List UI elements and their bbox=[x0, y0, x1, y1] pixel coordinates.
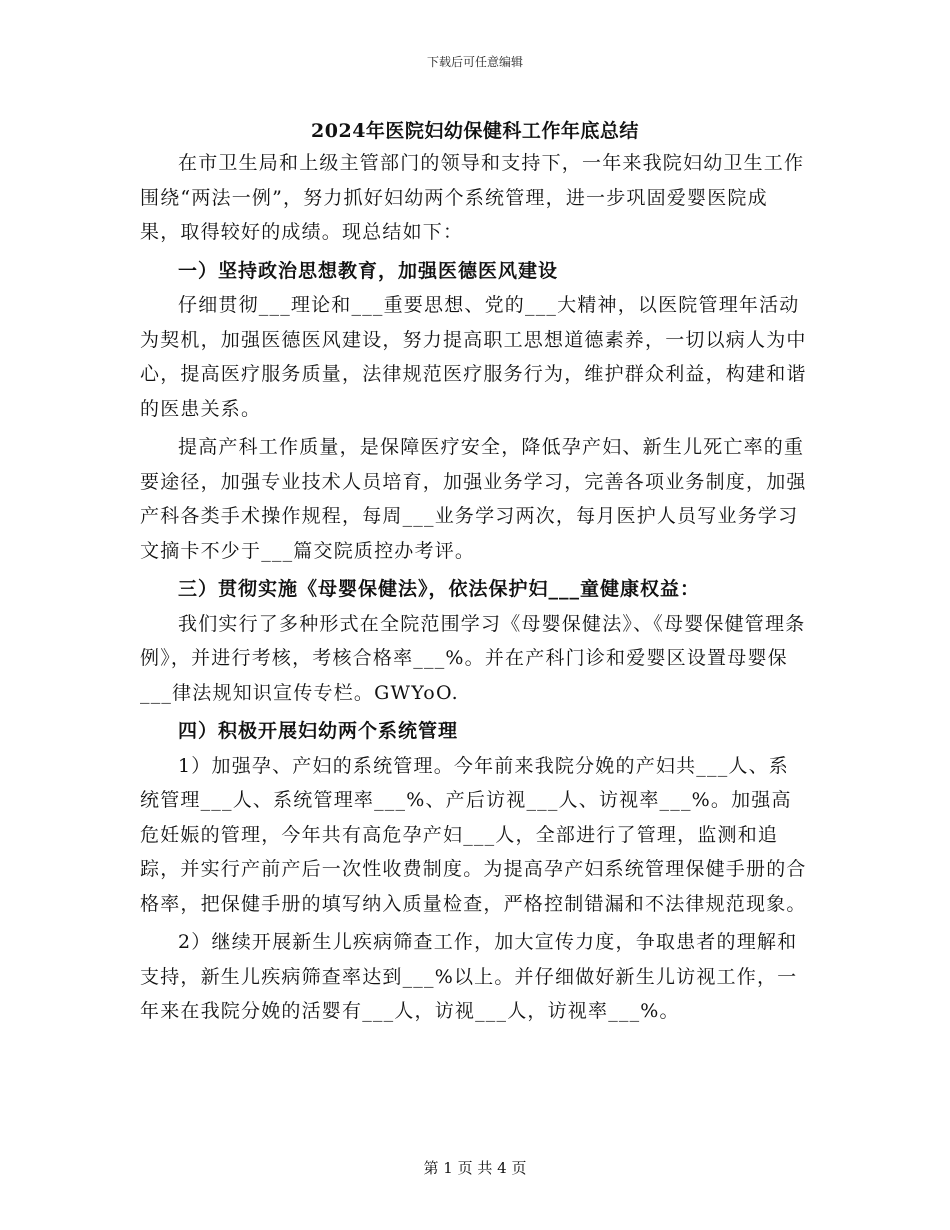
section3-paragraph-1: 我们实行了多种形式在全院范围学习《母婴保健法》、《母婴保健管理条例》，并进行考核，考核合格率___%。并在产科门诊和爱婴区设置母婴保___律法规知识宣传专栏。GWYoO. bbox=[140, 612, 806, 704]
section1-paragraph-2: 提高产科工作质量，是保障医疗安全，降低孕产妇、新生儿死亡率的重要途径，加强专业技术人员培育，加强业务学习，完善各项业务制度，加强产科各类手术操作规程，每周___业务学习两次，每月医护人员写业务学习文摘卡不少于___篇交院质控办考评。 bbox=[140, 436, 807, 562]
section-heading-1: 一）坚持政治思想教育，加强医德医风建设 bbox=[178, 259, 559, 282]
document-title: 2024年医院妇幼保健科工作年底总结 bbox=[311, 120, 639, 142]
header-note: 下载后可任意编辑 bbox=[426, 55, 523, 69]
section-heading-3: 三）贯彻实施《母婴保健法》，依法保护妇___童健康权益： bbox=[178, 578, 701, 600]
page-footer: 第 1 页 共 4 页 bbox=[423, 1159, 527, 1177]
section-heading-4: 四）积极开展妇幼两个系统管理 bbox=[178, 720, 459, 742]
section1-paragraph-1: 仔细贯彻___理论和___重要思想、党的___大精神，以医院管理年活动为契机，加强医德医风建设，努力提高职工思想道德素养，一切以病人为中心，提高医疗服务质量，法律规范医疗服务行为，维护群众利益，构建和谐的医患关系。 bbox=[140, 294, 807, 420]
section4-paragraph-1: 1）加强孕、产妇的系统管理。今年前来我院分娩的产妇共___人、系统管理___人、系统管理率___%、产后访视___人、访视率___%。加强高危妊娠的管理，今年共有高危孕产妇___人，全部进行了管理，监测和追踪，并实行产前产后一次性收费制度。为提高孕产妇系统管理保健手册的合格率，把保健手册的填写纳入质量检查，严格控制错漏和不法律规范现象。 bbox=[140, 754, 807, 915]
document-body bbox=[140, 146, 808, 1029]
section4-paragraph-2: 2）继续开展新生儿疾病筛查工作，加大宣传力度，争取患者的理解和支持，新生儿疾病筛查率达到___%以上。并仔细做好新生儿访视工作，一年来在我院分娩的活婴有___人，访视___人，访视率___%。 bbox=[140, 931, 798, 1022]
intro-paragraph: 在市卫生局和上级主管部门的领导和支持下，一年来我院妇幼卫生工作围绕“两法一例”，努力抓好妇幼两个系统管理，进一步巩固爱婴医院成果，取得较好的成绩。现总结如下： bbox=[140, 152, 805, 243]
